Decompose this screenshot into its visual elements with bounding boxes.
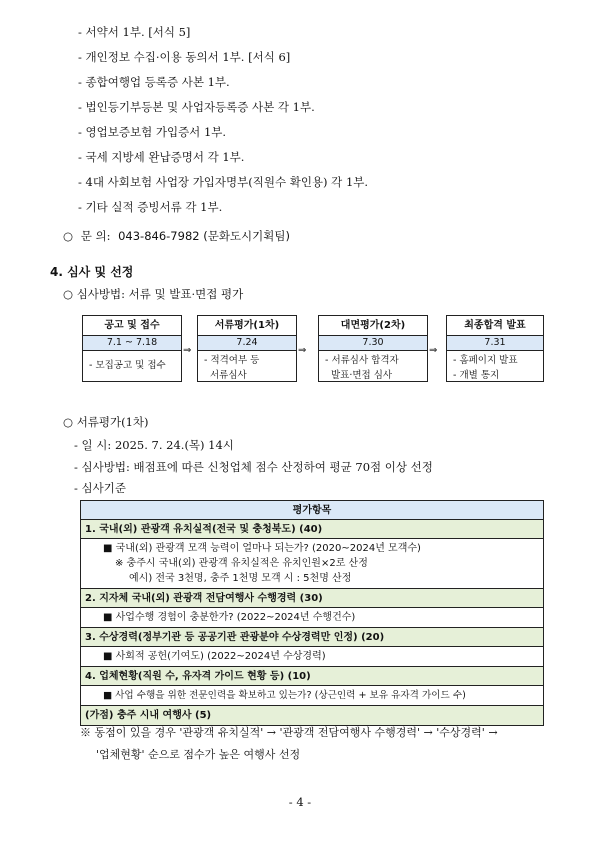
page-number: - 4 - (288, 795, 312, 809)
flow-arrow-3: ⇒ (429, 345, 438, 356)
tie-break-note-1: ※ 동점이 있을 경우 '관광객 유치실적' → '관광객 전담여행사 수행경력' → '수상경력' → (80, 726, 498, 739)
step-desc (447, 351, 543, 385)
step-desc-line: - 홈페이지 발표 (453, 355, 518, 366)
table-header: 평가항목 (81, 501, 543, 520)
step-title: 대면평가(2차) (319, 316, 427, 336)
step-desc-line: 서류심사 (210, 370, 247, 381)
criteria-example: 예시) 전국 3천명, 충주 1천명 모객 시 : 5천명 산정 (129, 573, 352, 584)
doc-eval-criteria-label: - 심사기준 (74, 481, 126, 495)
criteria-question: ■ 사업수행 경험이 충분한가? (2022~2024년 수행건수) (103, 612, 356, 623)
step-title: 공고 및 접수 (83, 316, 181, 336)
criteria-detail-3 (81, 647, 543, 667)
step-desc-line: - 서류심사 합격자 (325, 355, 399, 366)
step-date: 7.30 (319, 336, 427, 351)
contact-value: 043-846-7982 (문화도시기획팀) (118, 229, 290, 243)
criteria-category-4: 4. 업체현황(직원 수, 유자격 가이드 현황 등) (10) (81, 667, 543, 686)
flow-arrow-2: ⇒ (298, 345, 307, 356)
step-desc-line: - 적격여부 등 (204, 355, 260, 366)
criteria-bonus: (가점) 충주 시내 여행사 (5) (81, 706, 543, 725)
criteria-category-2: 2. 지자체 국내(외) 관광객 전담여행사 수행경력 (30) (81, 589, 543, 608)
criteria-detail-4 (81, 686, 543, 706)
doc-item-6: - 국세 지방세 완납증명서 각 1부. (78, 150, 245, 164)
doc-item-2: - 개인정보 수집·이용 동의서 1부. [서식 6] (78, 50, 291, 64)
step-desc (83, 351, 181, 375)
flow-arrow-1: ⇒ (183, 345, 192, 356)
doc-item-8: - 기타 실적 증빙서류 각 1부. (78, 200, 223, 214)
process-step-3 (318, 315, 428, 382)
step-date: 7.24 (198, 336, 296, 351)
step-date: 7.31 (447, 336, 543, 351)
doc-item-4: - 법인등기부등본 및 사업자등록증 사본 각 1부. (78, 100, 315, 114)
review-method: ○ 심사방법: 서류 및 발표·면접 평가 (63, 287, 244, 301)
doc-eval-method: - 심사방법: 배점표에 따른 신청업체 점수 산정하여 평균 70점 이상 선정 (74, 460, 433, 474)
criteria-question: ■ 사업 수행을 위한 전문인력을 확보하고 있는가? (상근인력 + 보유 유자격 가이드 수) (103, 690, 466, 701)
criteria-category-3: 3. 수상경력(정부기관 등 공공기관 관광분야 수상경력만 인정) (20) (81, 628, 543, 647)
step-desc (319, 351, 427, 385)
step-desc-line: 발표·면접 심사 (331, 370, 393, 381)
criteria-question: ■ 국내(외) 관광객 모객 능력이 얼마나 되는가? (2020~2024년 모객수) (103, 543, 421, 554)
tie-break-note-2: '업체현황' 순으로 점수가 높은 여행사 선정 (96, 748, 301, 761)
criteria-note: ※ 충주시 국내(외) 관광객 유치실적은 유치인원×2로 산정 (115, 558, 368, 569)
contact-line (63, 229, 290, 243)
criteria-category-1: 1. 국내(외) 관광객 유치실적(전국 및 충청북도) (40) (81, 520, 543, 539)
criteria-table (80, 500, 544, 726)
process-step-4 (446, 315, 544, 382)
step-title: 최종합격 발표 (447, 316, 543, 336)
process-step-2 (197, 315, 297, 382)
step-desc (198, 351, 296, 385)
step-title: 서류평가(1차) (198, 316, 296, 336)
process-step-1 (82, 315, 182, 382)
doc-item-1: - 서약서 1부. [서식 5] (78, 25, 191, 39)
criteria-detail-1 (81, 539, 543, 589)
criteria-detail-2 (81, 608, 543, 628)
contact-bullet: ○ (63, 229, 74, 243)
doc-eval-title: ○ 서류평가(1차) (63, 415, 149, 429)
step-desc-line: - 모집공고 및 접수 (89, 360, 166, 371)
section-heading: 4. 심사 및 선정 (50, 265, 134, 279)
doc-item-3: - 종합여행업 등록증 사본 1부. (78, 75, 230, 89)
step-date: 7.1 ~ 7.18 (83, 336, 181, 351)
contact-label: 문 의: (80, 229, 111, 243)
doc-item-5: - 영업보증보험 가입증서 1부. (78, 125, 227, 139)
step-desc-line: - 개별 통지 (453, 370, 500, 381)
doc-item-7: - 4대 사회보험 사업장 가입자명부(직원수 확인용) 각 1부. (78, 175, 369, 189)
doc-eval-date: - 일 시: 2025. 7. 24.(목) 14시 (74, 438, 234, 452)
criteria-question: ■ 사회적 공헌(기여도) (2022~2024년 수상경력) (103, 651, 326, 662)
